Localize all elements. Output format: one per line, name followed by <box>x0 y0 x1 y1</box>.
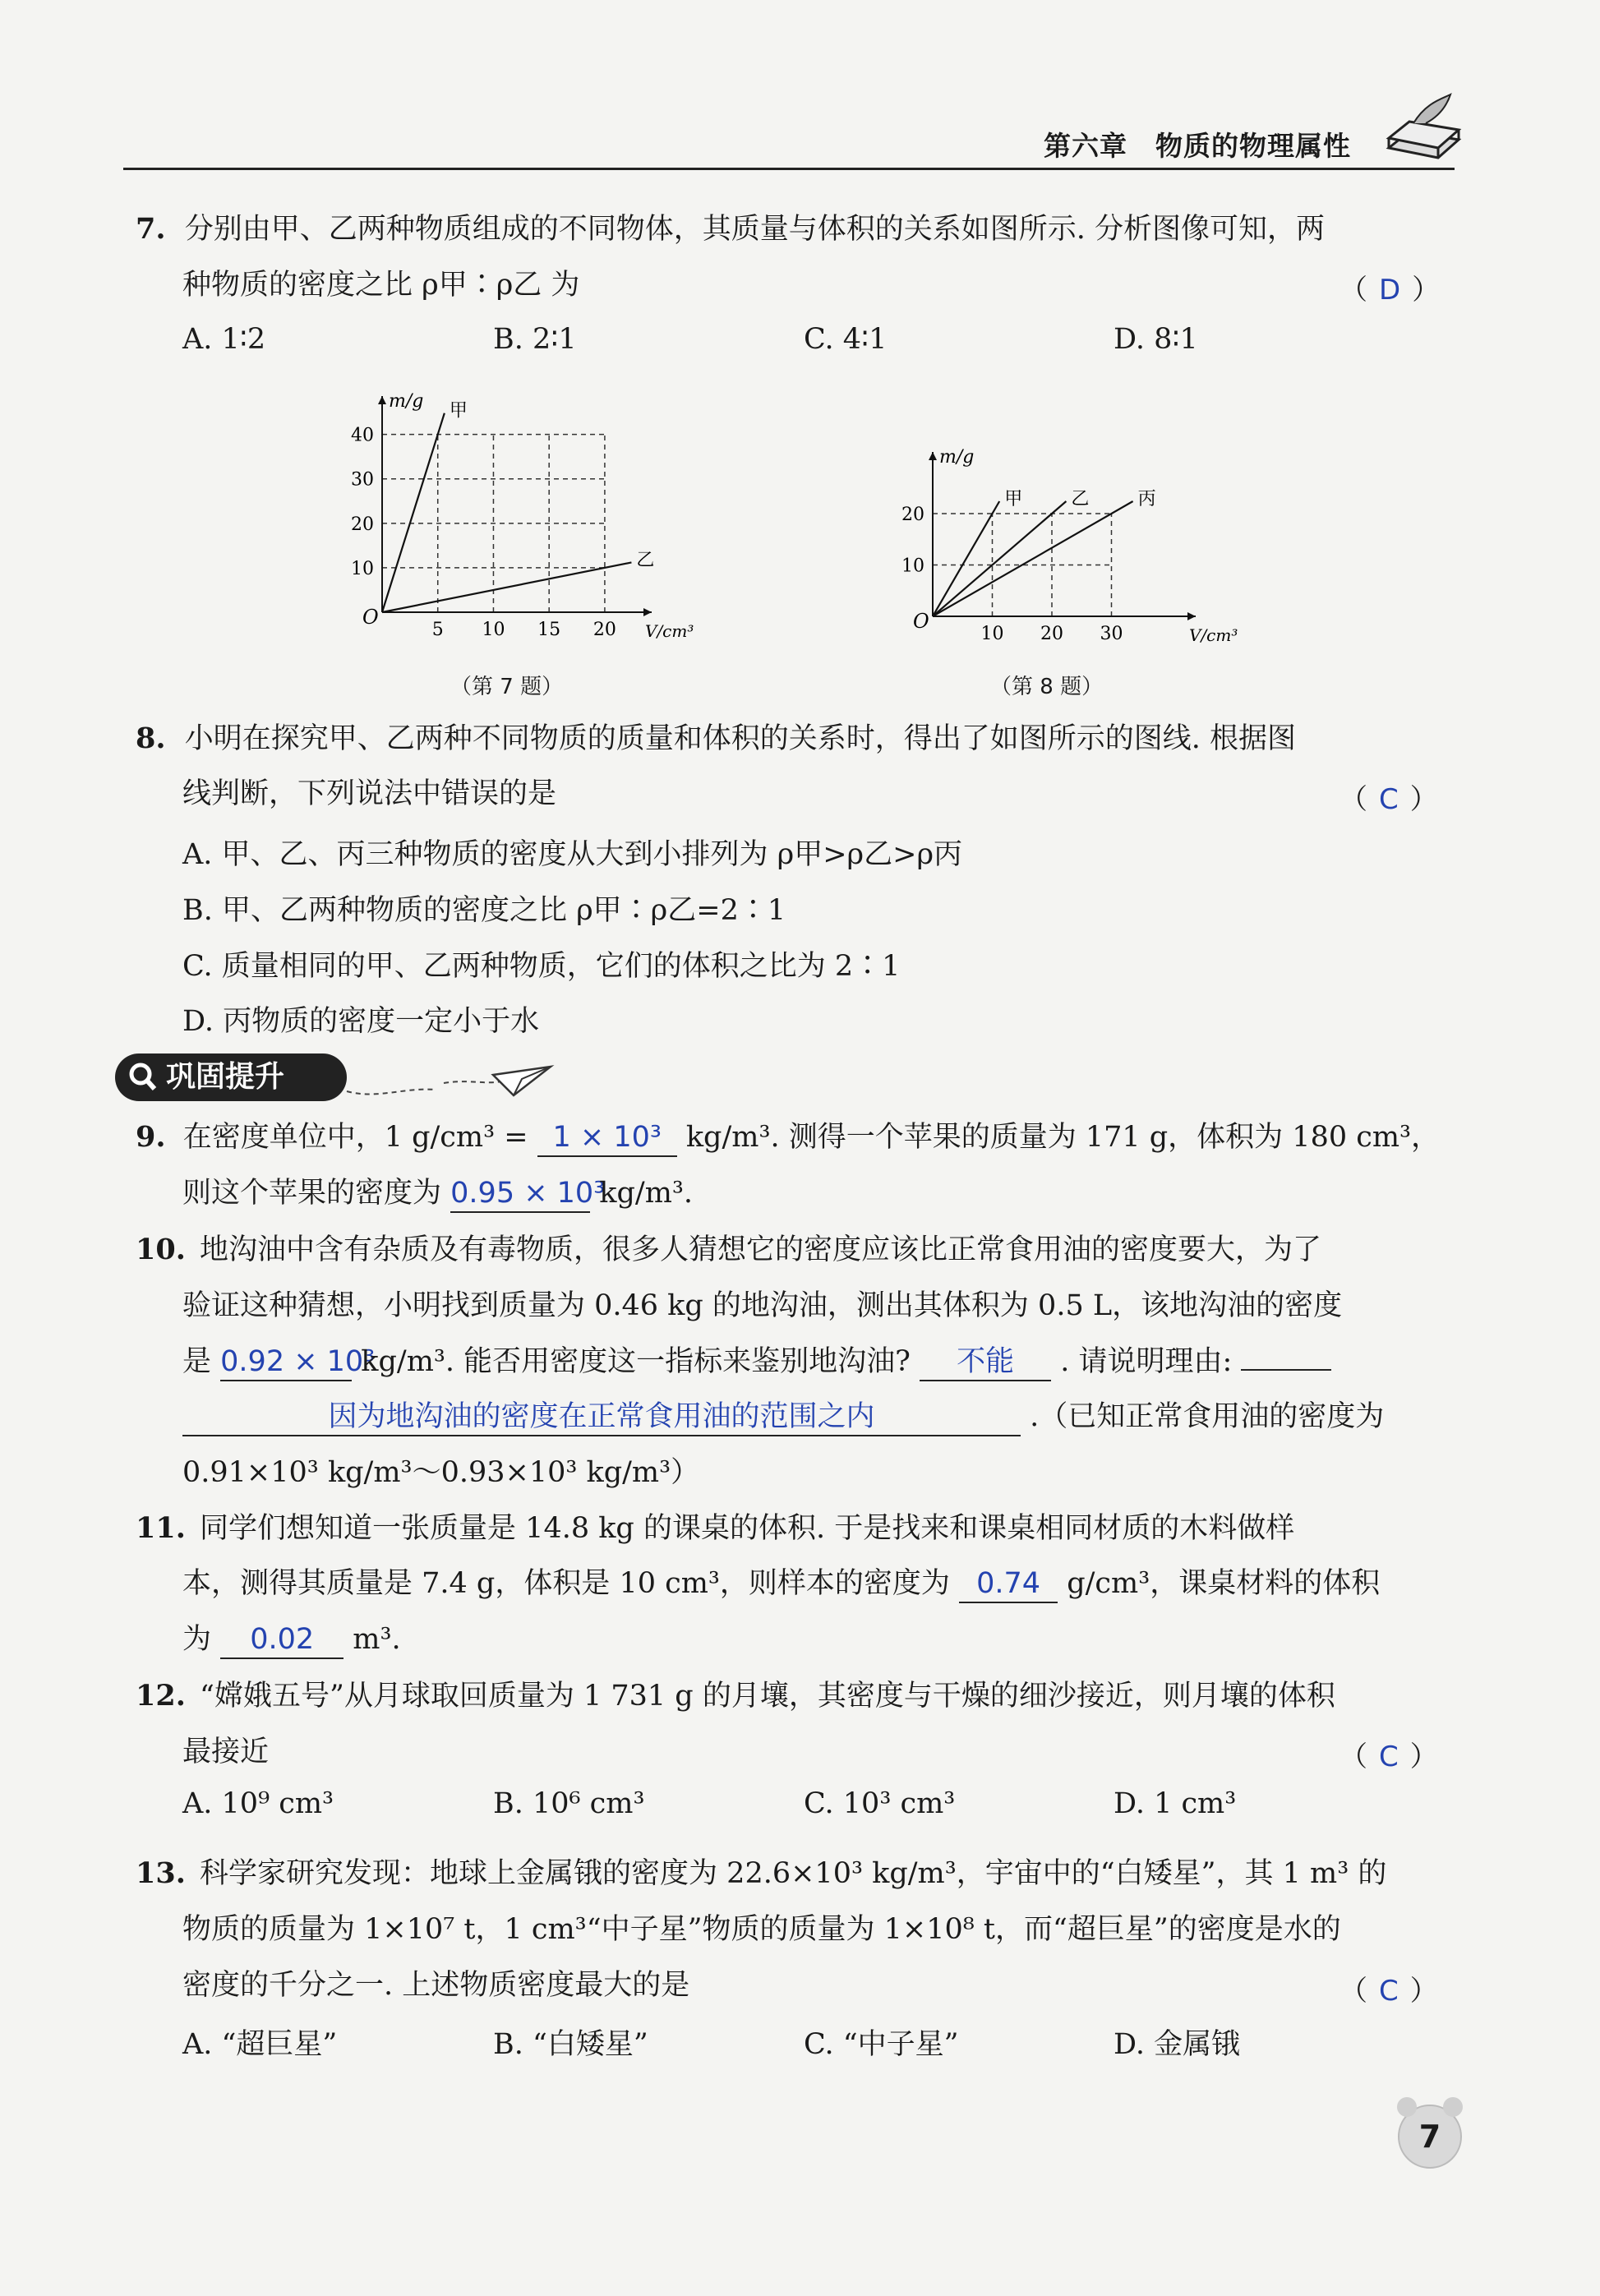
section-title: 巩固提升 <box>166 1060 285 1094</box>
option-a: A. 1∶2 <box>182 323 266 356</box>
chart-q7 <box>345 366 694 653</box>
question-text: 在密度单位中，1 g/cm³ = <box>182 1121 528 1154</box>
answer-blank[interactable]: 0.74 <box>959 1565 1058 1603</box>
answer-blank[interactable]: 1 × 10³ <box>537 1119 677 1157</box>
x-tick-label: 10 <box>482 620 505 640</box>
y-axis-arrow <box>378 396 386 404</box>
series-line-甲 <box>933 501 999 616</box>
series-line-甲 <box>382 413 445 612</box>
question-7-line2: 种物质的密度之比 ρ甲∶ρ乙 为 <box>182 269 580 302</box>
series-label-丙: 丙 <box>1137 489 1156 509</box>
x-tick-label: 10 <box>980 624 1004 644</box>
option-c: C. “中子星” <box>804 2028 959 2061</box>
option-d: D. 丙物质的密度一定小于水 <box>182 1005 540 1038</box>
x-tick-label: 5 <box>431 620 444 640</box>
series-line-乙 <box>382 562 631 612</box>
question-text: 为 <box>182 1623 212 1656</box>
answer-choice: C <box>1379 1975 1399 2008</box>
question-11-line2 <box>182 1556 1380 1611</box>
option-d: D. 1 cm³ <box>1114 1787 1237 1820</box>
option-b: B. “白矮星” <box>493 2028 648 2061</box>
question-text: . 请说明理由: <box>1060 1345 1233 1378</box>
gridlines <box>382 435 605 612</box>
option-d: D. 金属锇 <box>1114 2028 1241 2061</box>
x-axis-label: V/cm³ <box>645 621 694 641</box>
option-b: B. 10⁶ cm³ <box>493 1787 645 1820</box>
question-number: 7. <box>136 212 166 246</box>
y-tick-label: 20 <box>351 514 374 535</box>
question-10-line5: 0.91×10³ kg/m³～0.93×10³ kg/m³） <box>182 1456 700 1489</box>
question-number: 11. <box>136 1511 186 1545</box>
answer-blank-start <box>1241 1333 1331 1371</box>
series-line-丙 <box>933 501 1133 616</box>
origin-label: O <box>913 610 929 633</box>
question-text: m³. <box>353 1623 401 1656</box>
origin-label: O <box>362 606 379 629</box>
question-10-line3 <box>182 1333 1331 1390</box>
question-text: 本，测得其质量是 7.4 g，体积是 10 cm³，则样本的密度为 <box>182 1567 950 1600</box>
question-number: 8. <box>136 722 166 755</box>
question-number: 10. <box>136 1233 186 1266</box>
y-axis-arrow <box>929 452 937 460</box>
question-text: “嫦娥五号”从月球取回质量为 1 731 g 的月壤，其密度与干燥的细沙接近，则月壤的体积 <box>200 1680 1335 1713</box>
question-12-line2: 最接近 <box>182 1736 270 1768</box>
option-c: C. 质量相同的甲、乙两种物质，它们的体积之比为 2∶1 <box>182 950 901 983</box>
y-axis-label: m/g <box>939 447 975 468</box>
answer-blank[interactable]: 不能 <box>920 1344 1051 1381</box>
question-text: .（已知正常食用油的密度为 <box>1030 1400 1385 1433</box>
question-text: 分别由甲、乙两种物质组成的不同物体，其质量与体积的关系如图所示. 分析图像可知，两 <box>184 213 1325 246</box>
answer-blank[interactable]: 0.02 <box>220 1621 344 1659</box>
question-9 <box>136 1109 1440 1165</box>
question-7 <box>136 201 1325 257</box>
answer-blank[interactable]: 0.92 × 10³ <box>220 1344 352 1381</box>
series-label-甲: 甲 <box>449 400 468 422</box>
question-text: kg/m³. <box>599 1177 694 1210</box>
answer-bracket: （ D ） <box>1339 274 1441 307</box>
question-12 <box>136 1668 1335 1724</box>
x-axis-arrow <box>643 608 652 616</box>
answer-bracket: （ C ） <box>1339 1975 1438 2008</box>
question-text: kg/m³. 能否用密度这一指标来鉴别地沟油? <box>361 1345 911 1378</box>
question-text: 同学们想知道一张质量是 14.8 kg 的课桌的体积. 于是找来和课桌相同材质的木料做样 <box>200 1512 1295 1545</box>
header-rule <box>123 168 1455 170</box>
book-stack-icon <box>1381 90 1463 164</box>
option-a: A. 10⁹ cm³ <box>182 1787 334 1820</box>
question-text: g/cm³，课桌材料的体积 <box>1067 1567 1381 1600</box>
question-13 <box>136 1846 1386 1902</box>
option-b: B. 甲、乙两种物质的密度之比 ρ甲∶ρ乙=2∶1 <box>182 894 786 927</box>
question-text: 地沟油中含有杂质及有毒物质，很多人猜想它的密度应该比正常食用油的密度要大，为了 <box>200 1233 1322 1266</box>
question-10 <box>136 1222 1321 1278</box>
section-tag <box>115 1053 347 1101</box>
x-tick-label: 20 <box>1040 624 1063 644</box>
answer-bracket: （ C ） <box>1339 1740 1438 1773</box>
chapter-title: 第六章 物质的物理属性 <box>1044 130 1351 162</box>
figure-caption-7: （第 7 题） <box>450 675 564 699</box>
series-line-乙 <box>933 501 1066 616</box>
y-tick-label: 10 <box>351 558 374 579</box>
question-13-line3: 密度的千分之一. 上述物质密度最大的是 <box>182 1969 690 2002</box>
y-tick-label: 20 <box>901 505 924 525</box>
option-a: A. “超巨星” <box>182 2028 338 2061</box>
option-b: B. 2∶1 <box>493 323 577 356</box>
series-label-乙: 乙 <box>636 550 655 571</box>
y-tick-label: 30 <box>351 469 374 491</box>
question-13-line2: 物质的质量为 1×10⁷ t，1 cm³“中子星”物质的质量为 1×10⁸ t，而“超巨星”的密度是水的 <box>182 1913 1341 1946</box>
x-tick-label: 20 <box>593 620 616 640</box>
question-number: 12. <box>136 1679 186 1713</box>
question-text: 科学家研究发现：地球上金属锇的密度为 22.6×10³ kg/m³，宇宙中的“白矮星”，其 1 m³ 的 <box>200 1857 1387 1890</box>
answer-bracket: （ C ） <box>1339 783 1438 816</box>
x-tick-label: 15 <box>537 620 561 640</box>
question-10-line4 <box>182 1389 1384 1445</box>
y-axis-label: m/g <box>389 391 424 412</box>
question-text: 小明在探究甲、乙两种不同物质的质量和体积的关系时，得出了如图所示的图线. 根据图 <box>184 722 1296 755</box>
question-text: 是 <box>182 1345 212 1378</box>
question-text: 则这个苹果的密度为 <box>182 1177 442 1210</box>
series-label-甲: 甲 <box>1004 489 1023 509</box>
option-d: D. 8∶1 <box>1114 323 1198 356</box>
page-number: 7 <box>1418 2118 1441 2155</box>
question-10-line2: 验证这种猜想，小明找到质量为 0.46 kg 的地沟油，测出其体积为 0.5 L，该地沟油的密度 <box>182 1289 1343 1322</box>
option-c: C. 10³ cm³ <box>804 1787 956 1820</box>
option-c: C. 4∶1 <box>804 323 888 356</box>
answer-blank[interactable]: 因为地沟油的密度在正常食用油的范围之内 <box>182 1399 1021 1436</box>
y-tick-label: 10 <box>901 556 924 577</box>
answer-blank[interactable]: 0.95 × 10³ <box>450 1175 590 1213</box>
series-label-乙: 乙 <box>1071 489 1090 509</box>
answer-choice: C <box>1379 1740 1399 1773</box>
x-tick-label: 30 <box>1100 624 1123 644</box>
question-11-line3 <box>182 1611 401 1667</box>
figure-caption-8: （第 8 题） <box>990 675 1104 699</box>
question-number: 13. <box>136 1856 186 1890</box>
question-8-line2: 线判断，下列说法中错误的是 <box>182 777 557 810</box>
question-9-line2 <box>182 1165 693 1221</box>
answer-choice: C <box>1379 783 1399 816</box>
x-axis-label: V/cm³ <box>1189 625 1238 645</box>
question-11 <box>136 1501 1294 1556</box>
question-number: 9. <box>136 1120 166 1154</box>
y-tick-label: 40 <box>351 425 374 446</box>
answer-choice: D <box>1379 274 1401 307</box>
magnifier-icon <box>127 1054 159 1115</box>
chart-q8 <box>896 427 1238 649</box>
x-axis-arrow <box>1187 612 1196 620</box>
paper-plane-icon <box>345 1050 559 1108</box>
question-text: kg/m³. 测得一个苹果的质量为 171 g，体积为 180 cm³， <box>685 1121 1441 1154</box>
question-8 <box>136 711 1296 767</box>
option-a: A. 甲、乙、丙三种物质的密度从大到小排列为 ρ甲>ρ乙>ρ丙 <box>182 838 963 871</box>
